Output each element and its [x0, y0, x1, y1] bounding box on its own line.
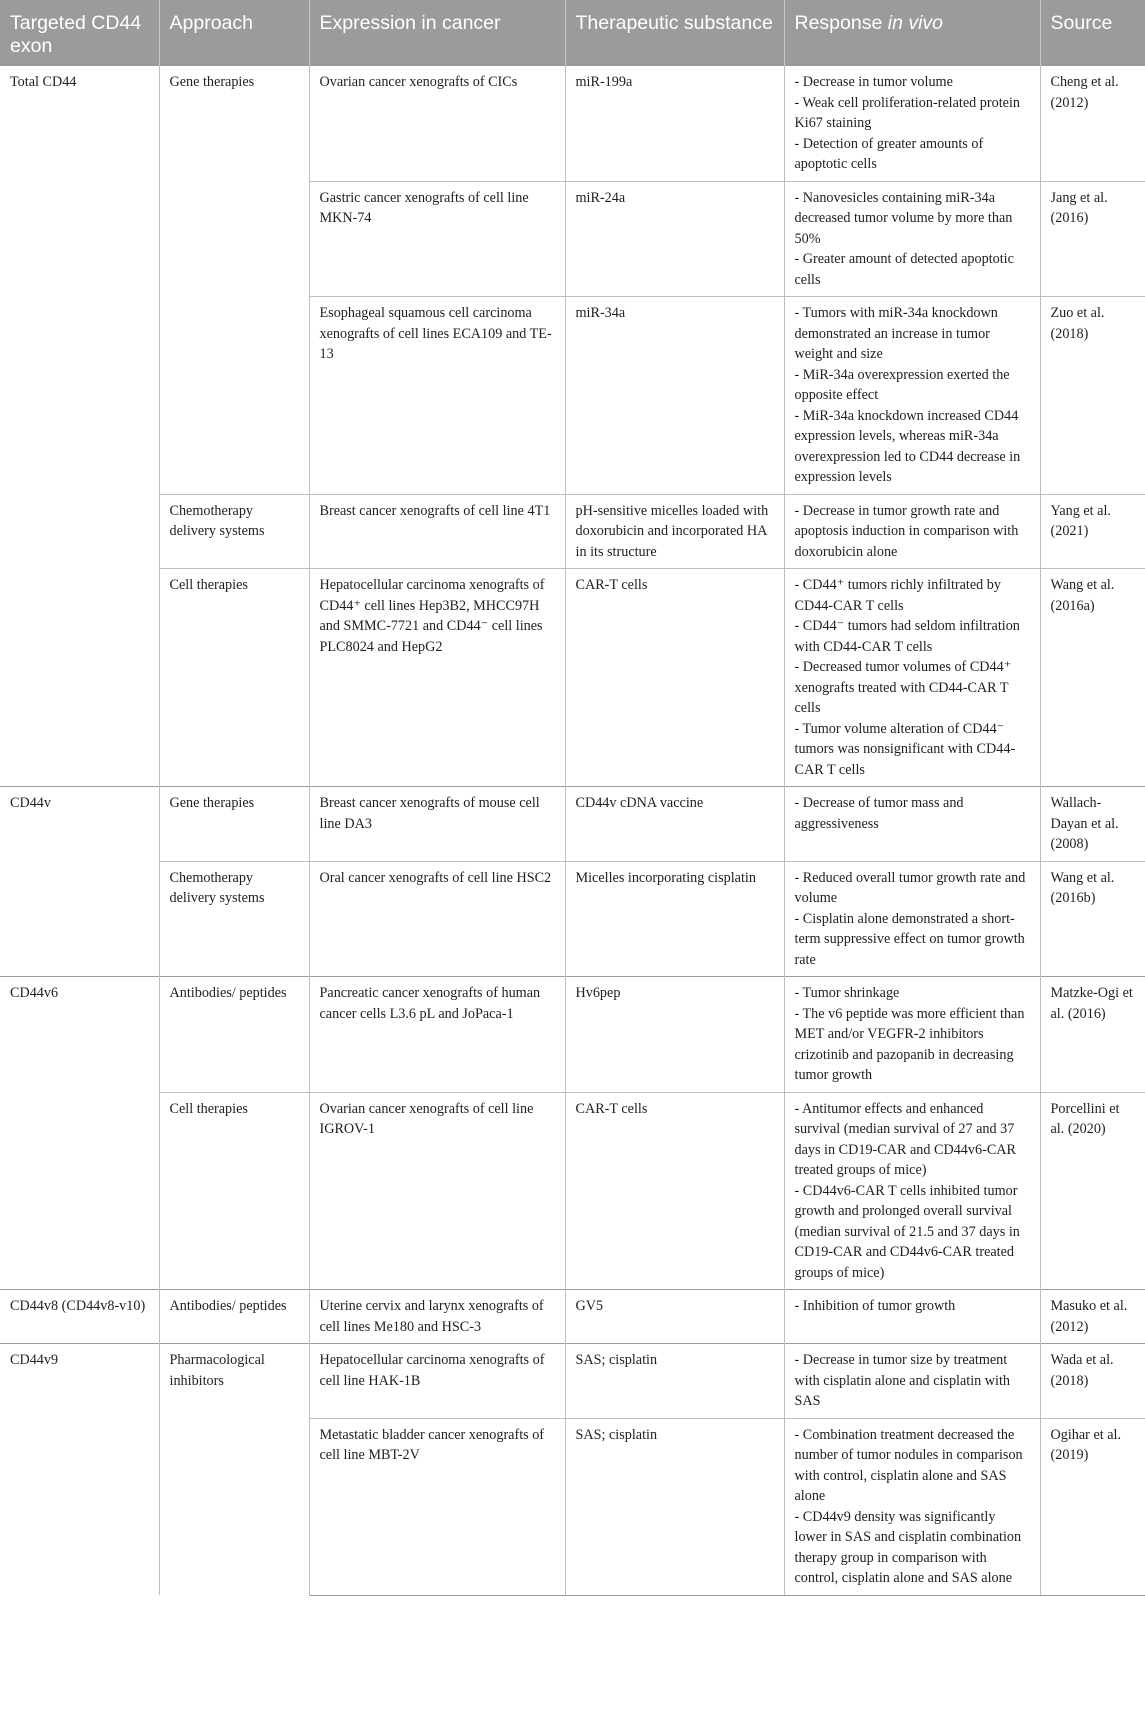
response-line: - Inhibition of tumor growth	[794, 1298, 956, 1314]
table-row	[0, 861, 1145, 977]
table-row	[0, 494, 1145, 569]
response-line: - Decrease in tumor growth rate and apoptosis induction in comparison with doxorubicin alone	[794, 502, 1019, 560]
response-cell	[784, 1290, 1040, 1344]
substance-cell: SAS; cisplatin	[565, 1344, 784, 1419]
approach-cell: Antibodies/ peptides	[159, 977, 309, 1093]
source-cell: Matzke-Ogi et al. (2016)	[1040, 977, 1145, 1093]
source-cell: Cheng et al. (2012)	[1040, 66, 1145, 182]
approach-cell: Chemotherapy delivery systems	[159, 494, 309, 569]
response-line: - Decrease in tumor size by treatment with cisplatin alone and cisplatin with SAS	[794, 1352, 1011, 1409]
substance-cell: miR-199a	[565, 66, 784, 182]
response-cell	[784, 1344, 1040, 1419]
expression-cell: Pancreatic cancer xenografts of human cancer cells L3.6 pL and JoPaca-1	[309, 977, 565, 1093]
substance-cell: CD44v cDNA vaccine	[565, 787, 784, 862]
source-cell: Zuo et al. (2018)	[1040, 297, 1145, 495]
substance-cell: GV5	[565, 1290, 784, 1344]
response-line: - The v6 peptide was more efficient than MET and/or VEGFR-2 inhibitors crizotinib and pazopanib in decreasing tumor growth	[794, 1005, 1025, 1083]
response-line: - CD44v6-CAR T cells inhibited tumor growth and prolonged overall survival (median survival of 21.5 and 37 days in CD19-CAR and CD44v6-CAR treated groups of mice)	[794, 1182, 1020, 1281]
response-line: - CD44⁺ tumors richly infiltrated by CD44-CAR T cells	[794, 577, 1001, 614]
response-line: - Nanovesicles containing miR-34a decreased tumor volume by more than 50%	[794, 189, 1013, 247]
header-expression: Expression in cancer	[309, 0, 565, 66]
table-header	[0, 0, 1145, 66]
response-line: - MiR-34a overexpression exerted the opposite effect	[794, 366, 1010, 403]
exon-cell: Total CD44	[0, 66, 159, 787]
response-cell	[784, 297, 1040, 495]
expression-cell: Metastatic bladder cancer xenografts of cell line MBT-2V	[309, 1418, 565, 1595]
substance-cell: miR-24a	[565, 181, 784, 297]
response-cell	[784, 1418, 1040, 1595]
expression-cell: Esophageal squamous cell carcinoma xenografts of cell lines ECA109 and TE-13	[309, 297, 565, 495]
response-line: - Tumor shrinkage	[794, 985, 900, 1001]
header-response-italic: in vivo	[887, 12, 944, 34]
header-approach: Approach	[159, 0, 309, 66]
table-row	[0, 1344, 1145, 1419]
source-cell: Wang et al. (2016b)	[1040, 861, 1145, 977]
response-line: - Decrease in tumor volume	[794, 74, 953, 90]
response-line: - MiR-34a knockdown increased CD44 expression levels, whereas miR-34a overexpression led to CD44 decrease in expression levels	[794, 407, 1021, 485]
response-line: - Tumor volume alteration of CD44⁻ tumors was nonsignificant with CD44-CAR T cells	[794, 720, 1016, 778]
source-cell: Wang et al. (2016a)	[1040, 569, 1145, 787]
exon-cell: CD44v9	[0, 1344, 159, 1596]
substance-cell: Micelles incorporating cisplatin	[565, 861, 784, 977]
response-cell	[784, 494, 1040, 569]
substance-cell: pH-sensitive micelles loaded with doxorubicin and incorporated HA in its structure	[565, 494, 784, 569]
table-row	[0, 66, 1145, 182]
table-body	[0, 66, 1145, 1596]
response-line: - Greater amount of detected apoptotic cells	[794, 251, 1014, 288]
exon-cell: CD44v8 (CD44v8-v10)	[0, 1290, 159, 1344]
expression-cell: Gastric cancer xenografts of cell line MKN-74	[309, 181, 565, 297]
header-row	[0, 0, 1145, 66]
header-response-prefix: Response	[794, 12, 888, 34]
response-cell	[784, 181, 1040, 297]
source-cell: Ogihar et al. (2019)	[1040, 1418, 1145, 1595]
response-line: - Reduced overall tumor growth rate and volume	[794, 869, 1026, 906]
source-cell: Jang et al. (2016)	[1040, 181, 1145, 297]
header-substance: Therapeutic substance	[565, 0, 784, 66]
approach-cell: Antibodies/ peptides	[159, 1290, 309, 1344]
approach-cell: Gene therapies	[159, 787, 309, 862]
table-row	[0, 1290, 1145, 1344]
response-cell	[784, 861, 1040, 977]
response-cell	[784, 977, 1040, 1093]
response-line: - CD44v9 density was significantly lower in SAS and cisplatin combination therapy group in comparison with control, cisplatin alone and SAS alone	[794, 1508, 1022, 1586]
header-source: Source	[1040, 0, 1145, 66]
source-cell: Wada et al. (2018)	[1040, 1344, 1145, 1419]
approach-cell: Cell therapies	[159, 569, 309, 787]
substance-cell: miR-34a	[565, 297, 784, 495]
substance-cell: SAS; cisplatin	[565, 1418, 784, 1595]
substance-cell: CAR-T cells	[565, 569, 784, 787]
table-row	[0, 1092, 1145, 1290]
source-cell: Porcellini et al. (2020)	[1040, 1092, 1145, 1290]
table-row	[0, 569, 1145, 787]
expression-cell: Hepatocellular carcinoma xenografts of cell line HAK-1B	[309, 1344, 565, 1419]
response-line: - Cisplatin alone demonstrated a short-term suppressive effect on tumor growth rate	[794, 910, 1025, 968]
response-line: - Decrease of tumor mass and aggressiveness	[794, 795, 964, 832]
expression-cell: Uterine cervix and larynx xenografts of cell lines Me180 and HSC-3	[309, 1290, 565, 1344]
substance-cell: CAR-T cells	[565, 1092, 784, 1290]
response-cell	[784, 787, 1040, 862]
response-cell	[784, 66, 1040, 182]
response-line: - Decreased tumor volumes of CD44⁺ xenografts treated with CD44-CAR T cells	[794, 659, 1012, 716]
response-cell	[784, 569, 1040, 787]
expression-cell: Breast cancer xenografts of cell line 4T1	[309, 494, 565, 569]
source-cell: Masuko et al. (2012)	[1040, 1290, 1145, 1344]
response-line: - Combination treatment decreased the number of tumor nodules in comparison with control, cisplatin alone and SAS alone	[794, 1426, 1023, 1504]
approach-cell: Pharmacological inhibitors	[159, 1344, 309, 1596]
response-line: - Tumors with miR-34a knockdown demonstrated an increase in tumor weight and size	[794, 305, 998, 362]
approach-cell: Gene therapies	[159, 66, 309, 495]
response-cell	[784, 1092, 1040, 1290]
approach-cell: Chemotherapy delivery systems	[159, 861, 309, 977]
header-response	[784, 0, 1040, 66]
exon-cell: CD44v	[0, 787, 159, 977]
source-cell: Wallach-Dayan et al. (2008)	[1040, 787, 1145, 862]
table-row	[0, 977, 1145, 1093]
response-line: - CD44⁻ tumors had seldom infiltration with CD44-CAR T cells	[794, 618, 1020, 655]
expression-cell: Ovarian cancer xenografts of cell line IGROV-1	[309, 1092, 565, 1290]
response-line: - Weak cell proliferation-related protein Ki67 staining	[794, 94, 1020, 131]
header-targeted-exon: Targeted CD44 exon	[0, 0, 159, 66]
expression-cell: Ovarian cancer xenografts of CICs	[309, 66, 565, 182]
source-cell: Yang et al. (2021)	[1040, 494, 1145, 569]
response-line: - Detection of greater amounts of apoptotic cells	[794, 135, 984, 172]
approach-cell: Cell therapies	[159, 1092, 309, 1290]
table-row	[0, 787, 1145, 862]
exon-cell: CD44v6	[0, 977, 159, 1290]
response-line: - Antitumor effects and enhanced survival (median survival of 27 and 37 days in CD19-CAR and CD44v6-CAR treated groups of mice)	[794, 1100, 1016, 1178]
expression-cell: Breast cancer xenografts of mouse cell line DA3	[309, 787, 565, 862]
expression-cell: Oral cancer xenografts of cell line HSC2	[309, 861, 565, 977]
substance-cell: Hv6pep	[565, 977, 784, 1093]
expression-cell: Hepatocellular carcinoma xenografts of CD44⁺ cell lines Hep3B2, MHCC97H and SMMC-7721 and CD44⁻ cell lines PLC8024 and HepG2	[309, 569, 565, 787]
